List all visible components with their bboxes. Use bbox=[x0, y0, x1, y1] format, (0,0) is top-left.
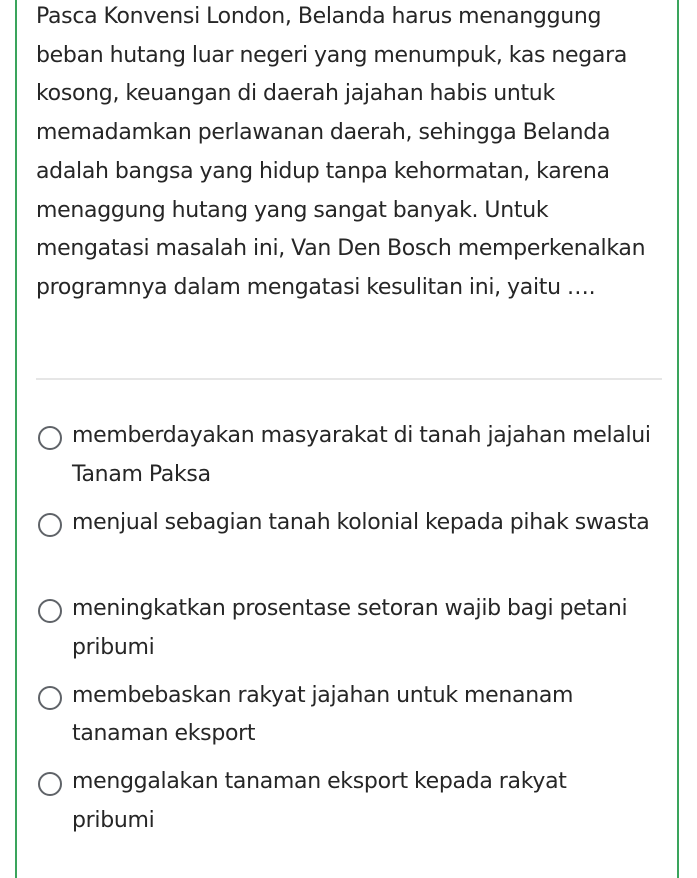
radio-button-icon[interactable] bbox=[38, 513, 62, 537]
option-label[interactable]: membebaskan rakyat jajahan untuk menanam tanaman eksport bbox=[72, 682, 574, 747]
option-c[interactable] bbox=[36, 590, 661, 677]
question-card bbox=[15, 0, 679, 878]
answer-options bbox=[36, 417, 661, 850]
radio-button-icon[interactable] bbox=[38, 426, 62, 450]
option-label[interactable]: memberdayakan masyarakat di tanah jajahan melalui Tanam Paksa bbox=[72, 423, 651, 487]
option-label[interactable]: menjual sebagian tanah kolonial kepada pihak swasta bbox=[72, 509, 650, 535]
option-e[interactable] bbox=[36, 763, 661, 850]
option-label[interactable]: menggalakan tanaman eksport kepada rakyat pribumi bbox=[72, 769, 567, 833]
option-b[interactable] bbox=[36, 504, 661, 591]
radio-button-icon[interactable] bbox=[38, 599, 62, 623]
question-text: Pasca Konvensi London, Belanda harus menanggung beban hutang luar negeri yang menumpuk, kas negara kosong, keuangan di daerah jajahan habis untuk memadamkan perlawanan daerah, sehingga Belanda adalah bangsa yang hidup tanpa kehormatan, karena menaggung hutang yang sangat banyak. Untuk mengatasi masalah ini, Van Den Bosch memperkenalkan programnya dalam mengatasi kesulitan ini, yaitu …. bbox=[36, 4, 646, 300]
option-a[interactable] bbox=[36, 417, 661, 504]
divider bbox=[36, 378, 662, 380]
option-d[interactable] bbox=[36, 677, 661, 764]
option-label[interactable]: meningkatkan prosentase setoran wajib bagi petani pribumi bbox=[72, 596, 628, 660]
radio-button-icon[interactable] bbox=[38, 772, 62, 796]
radio-button-icon[interactable] bbox=[38, 686, 62, 710]
